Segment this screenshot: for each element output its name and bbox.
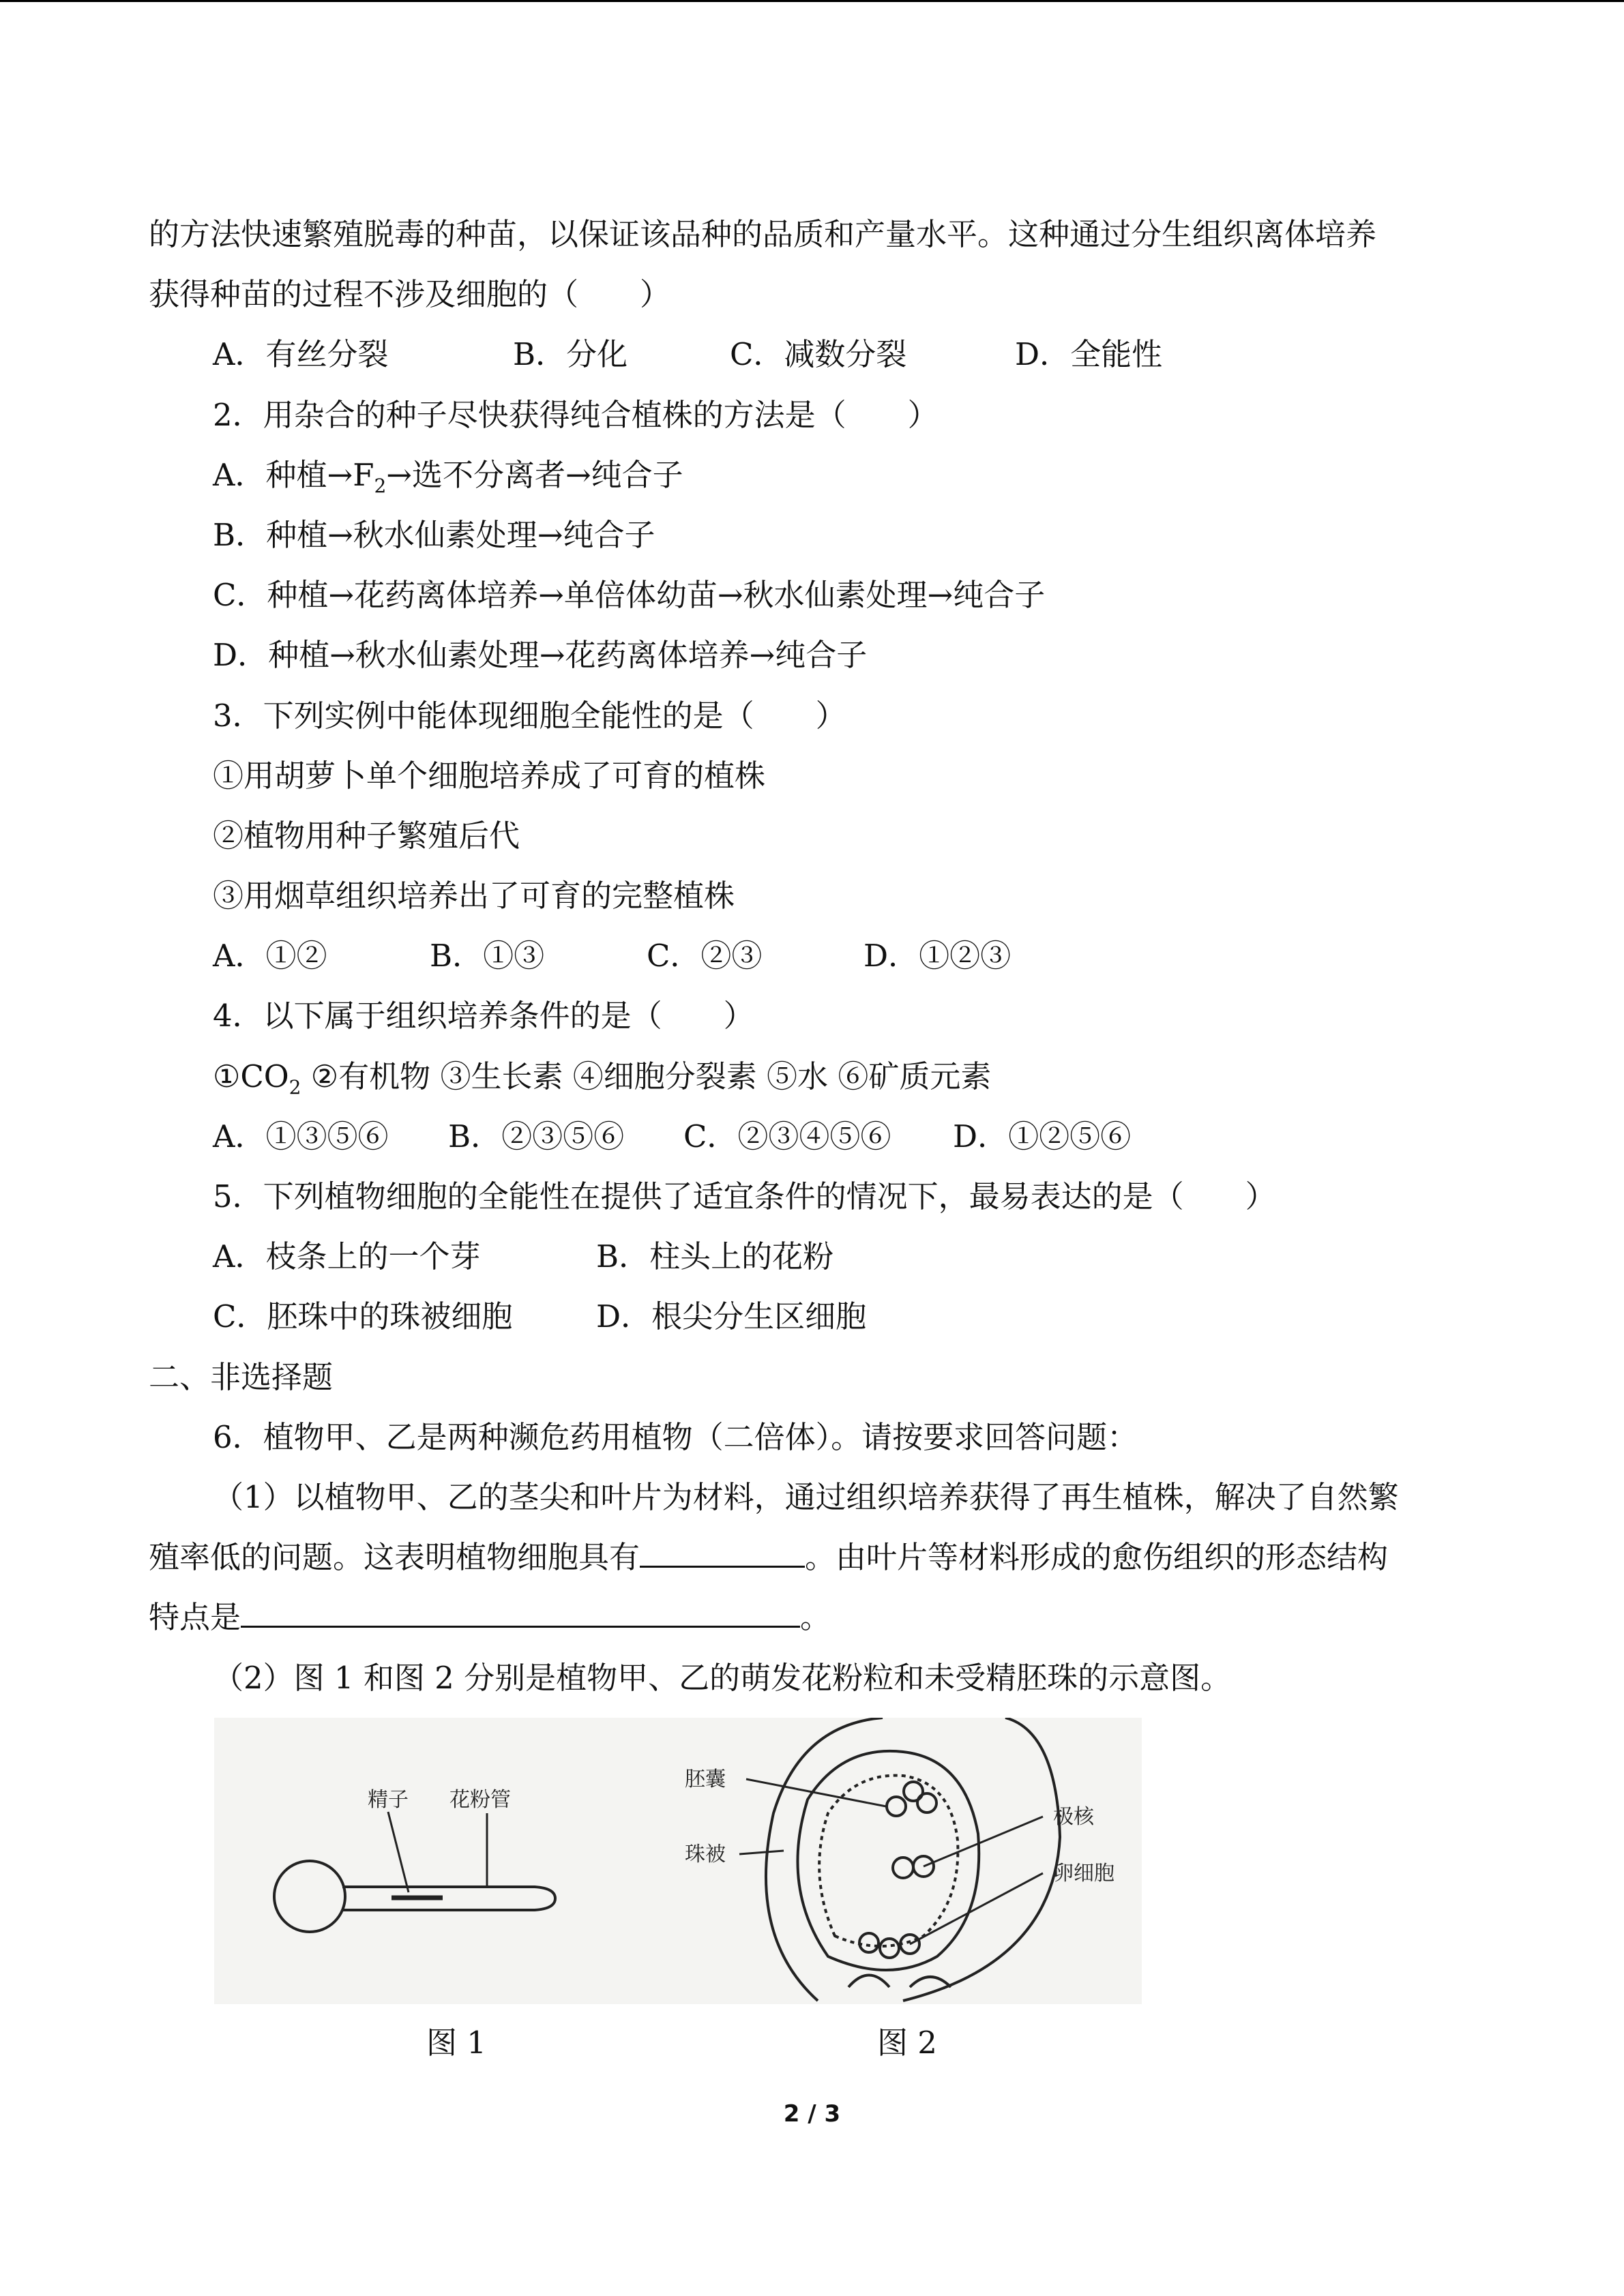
top-border: [0, 0, 1624, 2]
q3-option-a: A．①②: [213, 938, 327, 974]
figure-image: [214, 1718, 1142, 2004]
q3-item-3: ③用烟草组织培养出了可育的完整植株: [213, 878, 735, 914]
q2-option-b: B．种植→秋水仙素处理→纯合子: [213, 516, 655, 553]
q5-option-c: C．胚珠中的珠被细胞: [213, 1298, 513, 1335]
q5-options-row2: [149, 1287, 1486, 1347]
q5-option-b: B．柱头上的花粉: [596, 1238, 834, 1275]
label-egg-cell: 卵细胞: [1053, 1861, 1114, 1885]
q3-option-d: D．①②③: [863, 938, 1012, 974]
q1-text-line2: 获得种苗的过程不涉及细胞的（ ）: [149, 276, 671, 313]
q1-option-a: A．有丝分裂: [213, 336, 389, 373]
figure1-caption: 图 1: [426, 2024, 486, 2061]
q2-option-a: A．种植$\to F_2\to$选不分离者→纯合子: [213, 456, 683, 497]
q6-stem: 6．植物甲、乙是两种濒危药用植物（二倍体）。请按要求回答问题：: [213, 1418, 1138, 1455]
q1-text-line1: 的方法快速繁殖脱毒的种苗，以保证该品种的品质和产量水平。这种通过分生组织离体培养: [149, 216, 1377, 252]
q4-option-d: D．①②⑤⑥: [953, 1118, 1132, 1154]
q3-option-b: B．①③: [430, 938, 545, 974]
q6-part1-line1: （1）以植物甲、乙的茎尖和叶片为材料，通过组织培养获得了再生植株，解决了自然繁: [213, 1478, 1399, 1515]
q4-option-b: B．②③⑤⑥: [448, 1118, 625, 1154]
q6-part1-line2: 殖率低的问题。这表明植物细胞具有 。由叶片等材料形成的愈伤组织的形态结构: [149, 1527, 1486, 1587]
q5-stem: 5．下列植物细胞的全能性在提供了适宜条件的情况下，最易表达的是（ ）: [213, 1178, 1276, 1214]
figure2-caption: 图 2: [877, 2024, 937, 2061]
q5-option-a: A．枝条上的一个芽: [213, 1238, 481, 1275]
q4-options: [149, 1107, 1486, 1167]
q4-option-c: C．②③④⑤⑥: [683, 1118, 891, 1154]
q5-option-d: D．根尖分生区细胞: [596, 1298, 867, 1335]
label-polar-nuclei: 极核: [1053, 1804, 1094, 1829]
q1-option-c: C．减数分裂: [730, 336, 907, 373]
label-embryo-sac: 胚囊: [685, 1767, 726, 1791]
q6-part1-line3: 特点是 。: [149, 1587, 1486, 1648]
page-content: [149, 205, 1486, 2072]
q6-part2: （2）图 1 和图 2 分别是植物甲、乙的萌发花粉粒和未受精胚珠的示意图。: [213, 1659, 1232, 1696]
page-number: 2 / 3: [783, 2100, 841, 2128]
q1-option-d: D．全能性: [1015, 336, 1163, 373]
q3-item-2: ②植物用种子繁殖后代: [213, 817, 520, 854]
label-integument: 珠被: [685, 1842, 726, 1866]
q3-option-c: C．②③: [647, 938, 763, 974]
q3-item-1: ①用胡萝卜单个细胞培养成了可育的植株: [213, 757, 766, 794]
q5-options-row1: [149, 1227, 1486, 1287]
q2-stem: 2．用杂合的种子尽快获得纯合植株的方法是（ ）: [213, 396, 939, 433]
q2-option-c: C．种植→花药离体培养→单倍体幼苗→秋水仙素处理→纯合子: [213, 577, 1046, 614]
answer-blank-1[interactable]: [640, 1536, 805, 1568]
label-sperm: 精子: [368, 1787, 409, 1812]
q3-stem: 3．下列实例中能体现细胞全能性的是（ ）: [213, 697, 846, 734]
q3-options: [149, 926, 1486, 986]
answer-blank-2[interactable]: [241, 1596, 800, 1628]
q1-option-b: B．分化: [513, 336, 628, 373]
q2-option-d: D．种植→秋水仙素处理→花药离体培养→纯合子: [213, 637, 868, 674]
section-heading: 二、非选择题: [149, 1358, 334, 1395]
q4-stem: 4．以下属于组织培养条件的是（ ）: [213, 998, 754, 1034]
figure-background: [214, 1718, 1142, 2004]
q1-options: [149, 325, 1486, 385]
figures-area: [149, 1718, 1486, 2072]
q4-items: $①CO_2$ ②有机物 ③生长素 ④细胞分裂素 ⑤水 ⑥矿质元素: [213, 1058, 992, 1099]
q4-option-a: A．①③⑤⑥: [213, 1118, 389, 1154]
label-pollen-tube: 花粉管: [449, 1787, 511, 1812]
